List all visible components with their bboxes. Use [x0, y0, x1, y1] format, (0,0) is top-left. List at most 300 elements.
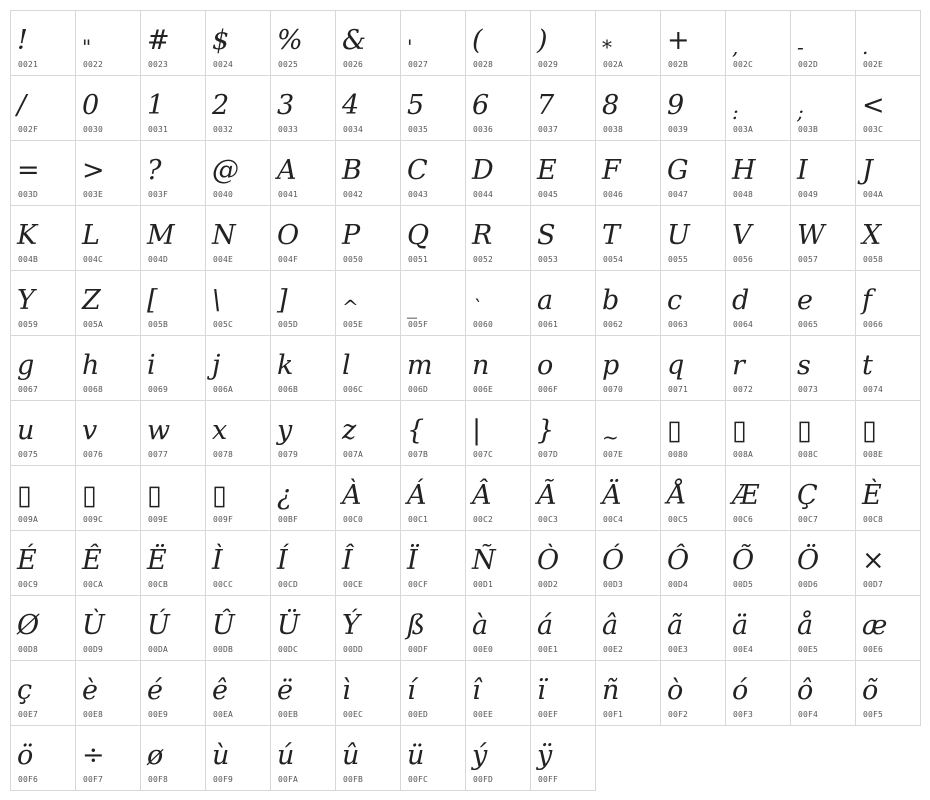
- glyph-sample: z: [342, 415, 357, 446]
- glyph-cell: [856, 76, 921, 141]
- glyph-cell: [401, 76, 466, 141]
- glyph-cell: [596, 336, 661, 401]
- glyph-code-label: 004B: [18, 255, 39, 264]
- glyph-sample: ó: [732, 675, 749, 706]
- glyph-sample: /: [17, 90, 27, 121]
- glyph-cell: [271, 596, 336, 661]
- glyph-sample: ▯: [797, 415, 812, 446]
- glyph-sample: t: [862, 350, 873, 381]
- glyph-code-label: 00E0: [473, 645, 494, 654]
- glyph-cell: [401, 466, 466, 531]
- glyph-cell: [401, 271, 466, 336]
- glyph-sample: T: [602, 220, 621, 251]
- glyph-sample: ▯: [212, 480, 227, 511]
- glyph-sample: e: [797, 285, 813, 316]
- glyph-code-label: 0066: [863, 320, 884, 329]
- glyph-sample: K: [17, 220, 38, 251]
- glyph-sample: Û: [212, 610, 235, 641]
- glyph-sample: ç: [17, 675, 33, 706]
- glyph-cell: [856, 206, 921, 271]
- glyph-code-label: 00F8: [148, 775, 169, 784]
- glyph-sample: ): [537, 25, 548, 56]
- glyph-code-label: 00D1: [473, 580, 494, 589]
- glyph-code-label: 004C: [83, 255, 104, 264]
- glyph-cell: [726, 596, 791, 661]
- glyph-sample: >: [82, 155, 105, 186]
- glyph-cell: [856, 271, 921, 336]
- glyph-code-label: 00D2: [538, 580, 559, 589]
- glyph-cell: [596, 531, 661, 596]
- glyph-code-label: 0053: [538, 255, 559, 264]
- glyph-cell: [141, 661, 206, 726]
- glyph-code-label: 0043: [408, 190, 429, 199]
- glyph-sample: S: [537, 220, 556, 251]
- glyph-sample: ã: [667, 610, 684, 641]
- glyph-code-label: 008C: [798, 450, 819, 459]
- glyph-code-label: 005E: [343, 320, 364, 329]
- glyph-sample: j: [212, 350, 221, 381]
- glyph-sample: é: [147, 675, 163, 706]
- glyph-sample: Ã: [537, 480, 557, 511]
- glyph-cell: [271, 76, 336, 141]
- glyph-code-label: 0029: [538, 60, 559, 69]
- glyph-sample: Ö: [797, 545, 820, 576]
- glyph-sample: Y: [17, 285, 35, 316]
- glyph-cell: [791, 661, 856, 726]
- glyph-cell: [336, 271, 401, 336]
- glyph-code-label: 0022: [83, 60, 104, 69]
- glyph-sample: `: [472, 295, 482, 319]
- glyph-cell: [661, 661, 726, 726]
- glyph-cell: [466, 466, 531, 531]
- glyph-cell: [531, 726, 596, 791]
- glyph-sample: J: [862, 155, 873, 186]
- glyph-code-label: 00C9: [18, 580, 39, 589]
- glyph-cell: [206, 206, 271, 271]
- glyph-sample: A: [277, 155, 297, 186]
- glyph-sample: õ: [862, 675, 879, 706]
- glyph-cell: [466, 531, 531, 596]
- glyph-sample: ø: [147, 740, 164, 771]
- glyph-cell: [661, 141, 726, 206]
- glyph-code-label: 007B: [408, 450, 429, 459]
- glyph-cell: [531, 271, 596, 336]
- glyph-cell: [791, 206, 856, 271]
- glyph-cell: [596, 596, 661, 661]
- glyph-cell: [11, 336, 76, 401]
- glyph-code-label: 00CD: [278, 580, 299, 589]
- glyph-cell: [596, 271, 661, 336]
- glyph-sample: [: [147, 285, 158, 316]
- glyph-sample: @: [212, 155, 239, 186]
- glyph-sample: ÷: [82, 740, 105, 771]
- glyph-cell: [11, 596, 76, 661]
- glyph-sample: w: [147, 415, 171, 446]
- glyph-cell: [336, 401, 401, 466]
- glyph-code-label: 00C7: [798, 515, 819, 524]
- glyph-cell: [336, 726, 401, 791]
- glyph-cell: [76, 141, 141, 206]
- glyph-sample: Á: [407, 480, 427, 511]
- glyph-cell: [141, 141, 206, 206]
- glyph-cell: [11, 206, 76, 271]
- glyph-cell: [141, 206, 206, 271]
- glyph-cell: [336, 531, 401, 596]
- glyph-sample: æ: [862, 610, 888, 641]
- glyph-code-label: 0078: [213, 450, 234, 459]
- glyph-sample: #: [147, 25, 170, 56]
- glyph-cell: [401, 661, 466, 726]
- glyph-sample: Z: [82, 285, 101, 316]
- glyph-sample: ß: [407, 610, 426, 641]
- glyph-cell: [206, 401, 271, 466]
- glyph-sample: v: [82, 415, 98, 446]
- glyph-code-label: 00F1: [603, 710, 624, 719]
- glyph-sample: Ç: [797, 480, 818, 511]
- glyph-sample: 1: [147, 90, 165, 121]
- glyph-code-label: 00CE: [343, 580, 364, 589]
- glyph-sample: à: [472, 610, 489, 641]
- glyph-code-label: 00FB: [343, 775, 364, 784]
- glyph-code-label: 00C4: [603, 515, 624, 524]
- glyph-cell: [336, 206, 401, 271]
- glyph-code-label: 007C: [473, 450, 494, 459]
- glyph-sample: ì: [342, 675, 351, 706]
- glyph-cell: [336, 141, 401, 206]
- glyph-code-label: 004D: [148, 255, 169, 264]
- glyph-code-label: 0045: [538, 190, 559, 199]
- glyph-cell: [206, 596, 271, 661]
- glyph-code-label: 0046: [603, 190, 624, 199]
- glyph-sample: Ý: [342, 610, 360, 641]
- glyph-cell: [661, 76, 726, 141]
- glyph-code-label: 00DC: [278, 645, 299, 654]
- glyph-code-label: 002B: [668, 60, 689, 69]
- glyph-cell: [466, 661, 531, 726]
- glyph-cell: [791, 466, 856, 531]
- glyph-cell: [271, 401, 336, 466]
- glyph-code-label: 0054: [603, 255, 624, 264]
- glyph-cell: [466, 726, 531, 791]
- glyph-code-label: 00C5: [668, 515, 689, 524]
- glyph-sample: â: [602, 610, 619, 641]
- glyph-code-label: 00F2: [668, 710, 689, 719]
- glyph-sample: ;: [797, 100, 804, 124]
- glyph-code-label: 003F: [148, 190, 169, 199]
- glyph-sample: È: [862, 480, 882, 511]
- glyph-sample: å: [797, 610, 814, 641]
- glyph-code-label: 0073: [798, 385, 819, 394]
- glyph-code-label: 00D5: [733, 580, 754, 589]
- glyph-cell: [856, 466, 921, 531]
- glyph-code-label: 009C: [83, 515, 104, 524]
- glyph-code-label: 006B: [278, 385, 299, 394]
- glyph-sample: ×: [862, 545, 885, 576]
- glyph-code-label: 00F6: [18, 775, 39, 784]
- glyph-code-label: 00D7: [863, 580, 884, 589]
- glyph-code-label: 00DA: [148, 645, 169, 654]
- glyph-cell: [466, 11, 531, 76]
- glyph-cell: [531, 76, 596, 141]
- glyph-cell: [726, 206, 791, 271]
- glyph-cell: [726, 336, 791, 401]
- glyph-sample: ▯: [667, 415, 682, 446]
- glyph-cell: [596, 466, 661, 531]
- glyph-code-label: 00C0: [343, 515, 364, 524]
- glyph-sample: 6: [472, 90, 490, 121]
- glyph-code-label: 00D4: [668, 580, 689, 589]
- glyph-sample: n: [472, 350, 490, 381]
- glyph-cell: [76, 11, 141, 76]
- glyph-cell: [141, 726, 206, 791]
- glyph-sample: =: [17, 155, 40, 186]
- glyph-sample: ▯: [82, 480, 97, 511]
- glyph-sample: ú: [277, 740, 295, 771]
- glyph-code-label: 00F3: [733, 710, 754, 719]
- glyph-cell: [856, 596, 921, 661]
- glyph-code-label: 0061: [538, 320, 559, 329]
- glyph-code-label: 0059: [18, 320, 39, 329]
- glyph-code-label: 00F7: [83, 775, 104, 784]
- glyph-cell: [401, 726, 466, 791]
- glyph-cell: [401, 336, 466, 401]
- glyph-sample: 9: [667, 90, 685, 121]
- glyph-code-label: 0065: [798, 320, 819, 329]
- glyph-sample: ý: [472, 740, 488, 771]
- glyph-code-label: 009F: [213, 515, 234, 524]
- glyph-code-label: 002F: [18, 125, 39, 134]
- glyph-cell: [11, 401, 76, 466]
- glyph-code-label: 008E: [863, 450, 884, 459]
- glyph-sample: 2: [212, 90, 230, 121]
- glyph-code-label: 00EA: [213, 710, 234, 719]
- glyph-cell: [531, 596, 596, 661]
- glyph-cell: [206, 531, 271, 596]
- glyph-code-label: 006C: [343, 385, 364, 394]
- glyph-code-label: 0024: [213, 60, 234, 69]
- glyph-code-label: 0080: [668, 450, 689, 459]
- glyph-code-label: 00E3: [668, 645, 689, 654]
- glyph-sample: G: [667, 155, 689, 186]
- glyph-cell: [271, 336, 336, 401]
- glyph-sample: á: [537, 610, 554, 641]
- glyph-code-label: 0055: [668, 255, 689, 264]
- glyph-sample: H: [732, 155, 756, 186]
- glyph-code-label: 00CB: [148, 580, 169, 589]
- glyph-sample: Å: [667, 480, 687, 511]
- glyph-cell: [596, 141, 661, 206]
- glyph-code-label: 00D6: [798, 580, 819, 589]
- glyph-code-label: 00CC: [213, 580, 234, 589]
- glyph-cell: [206, 141, 271, 206]
- glyph-code-label: 0079: [278, 450, 299, 459]
- glyph-cell: [271, 726, 336, 791]
- glyph-code-label: 007D: [538, 450, 559, 459]
- glyph-code-label: 0031: [148, 125, 169, 134]
- glyph-cell: [76, 271, 141, 336]
- glyph-cell: [11, 76, 76, 141]
- glyph-cell: [531, 336, 596, 401]
- glyph-sample: Ñ: [472, 545, 496, 576]
- glyph-cell: [336, 466, 401, 531]
- glyph-sample: .: [862, 35, 869, 59]
- glyph-code-label: 00F9: [213, 775, 234, 784]
- glyph-cell: [271, 466, 336, 531]
- glyph-sample: ▯: [862, 415, 877, 446]
- glyph-code-label: 00CA: [83, 580, 104, 589]
- glyph-cell: [856, 141, 921, 206]
- glyph-sample: O: [277, 220, 300, 251]
- glyph-sample: g: [17, 350, 35, 381]
- glyph-sample: 5: [407, 90, 425, 121]
- glyph-sample: l: [342, 350, 351, 381]
- glyph-code-label: 002E: [863, 60, 884, 69]
- glyph-sample: ñ: [602, 675, 620, 706]
- glyph-code-label: 0062: [603, 320, 624, 329]
- glyph-sample: %: [277, 25, 303, 56]
- glyph-code-label: 00E4: [733, 645, 754, 654]
- glyph-cell: [791, 401, 856, 466]
- glyph-code-label: 00C1: [408, 515, 429, 524]
- glyph-code-label: 00E5: [798, 645, 819, 654]
- glyph-cell: [531, 206, 596, 271]
- glyph-sample: ê: [212, 675, 228, 706]
- glyph-cell: [856, 531, 921, 596]
- glyph-code-label: 0069: [148, 385, 169, 394]
- glyph-code-label: 003A: [733, 125, 754, 134]
- glyph-sample: ^: [342, 295, 359, 319]
- glyph-sample: u: [17, 415, 35, 446]
- glyph-cell: [856, 336, 921, 401]
- glyph-sample: ': [407, 35, 413, 59]
- glyph-sample: I: [797, 155, 808, 186]
- glyph-code-label: 0036: [473, 125, 494, 134]
- glyph-sample: \: [212, 285, 222, 316]
- glyph-sample: V: [732, 220, 752, 251]
- glyph-sample: *: [602, 35, 612, 59]
- glyph-code-label: 0027: [408, 60, 429, 69]
- glyph-code-label: 0041: [278, 190, 299, 199]
- glyph-sample: (: [472, 25, 483, 56]
- glyph-cell: [726, 661, 791, 726]
- glyph-cell: [661, 466, 726, 531]
- glyph-cell: [141, 466, 206, 531]
- glyph-code-label: 0037: [538, 125, 559, 134]
- glyph-cell: [596, 661, 661, 726]
- glyph-code-label: 0044: [473, 190, 494, 199]
- glyph-grid: [10, 10, 921, 791]
- glyph-sample: m: [407, 350, 433, 381]
- glyph-code-label: 00FA: [278, 775, 299, 784]
- glyph-sample: Q: [407, 220, 430, 251]
- glyph-cell: [141, 596, 206, 661]
- glyph-cell: [791, 336, 856, 401]
- glyph-sample: x: [212, 415, 228, 446]
- glyph-sample: N: [212, 220, 236, 251]
- glyph-sample: &: [342, 25, 367, 56]
- glyph-cell: [791, 11, 856, 76]
- glyph-sample: Õ: [732, 545, 755, 576]
- glyph-cell: [466, 401, 531, 466]
- glyph-cell: [141, 11, 206, 76]
- glyph-cell: [531, 401, 596, 466]
- glyph-cell: [791, 76, 856, 141]
- glyph-code-label: 008A: [733, 450, 754, 459]
- glyph-cell: [726, 466, 791, 531]
- glyph-code-label: 0077: [148, 450, 169, 459]
- glyph-code-label: 004A: [863, 190, 884, 199]
- glyph-sample: P: [342, 220, 361, 251]
- glyph-code-label: 0067: [18, 385, 39, 394]
- glyph-code-label: 003B: [798, 125, 819, 134]
- glyph-code-label: 0026: [343, 60, 364, 69]
- glyph-cell: [11, 141, 76, 206]
- glyph-sample: M: [147, 220, 175, 251]
- glyph-code-label: 00CF: [408, 580, 429, 589]
- glyph-code-label: 003C: [863, 125, 884, 134]
- glyph-sample: Ó: [602, 545, 625, 576]
- glyph-sample: Ë: [147, 545, 167, 576]
- glyph-code-label: 003E: [83, 190, 104, 199]
- glyph-sample: Ô: [667, 545, 690, 576]
- glyph-sample: 4: [342, 90, 360, 121]
- glyph-cell: [726, 11, 791, 76]
- glyph-cell: [466, 76, 531, 141]
- glyph-code-label: 00C2: [473, 515, 494, 524]
- glyph-cell: [271, 11, 336, 76]
- glyph-cell: [76, 466, 141, 531]
- glyph-sample: p: [602, 350, 620, 381]
- glyph-cell: [661, 596, 726, 661]
- glyph-cell: [466, 206, 531, 271]
- glyph-code-label: 009A: [18, 515, 39, 524]
- glyph-code-label: 0028: [473, 60, 494, 69]
- glyph-cell: [726, 76, 791, 141]
- glyph-cell: [791, 141, 856, 206]
- glyph-sample: L: [82, 220, 100, 251]
- glyph-cell: [531, 466, 596, 531]
- glyph-code-label: 0034: [343, 125, 364, 134]
- glyph-sample: d: [732, 285, 750, 316]
- glyph-code-label: 00EC: [343, 710, 364, 719]
- glyph-sample: i: [147, 350, 156, 381]
- glyph-sample: c: [667, 285, 683, 316]
- glyph-sample: s: [797, 350, 811, 381]
- glyph-code-label: 0033: [278, 125, 299, 134]
- glyph-cell: [726, 141, 791, 206]
- glyph-cell: [726, 531, 791, 596]
- glyph-code-label: 0048: [733, 190, 754, 199]
- glyph-cell: [531, 661, 596, 726]
- glyph-sample: 3: [277, 90, 295, 121]
- glyph-sample: Ø: [17, 610, 40, 641]
- glyph-sample: Â: [472, 480, 492, 511]
- glyph-cell: [791, 531, 856, 596]
- glyph-sample: R: [472, 220, 493, 251]
- glyph-cell: [11, 531, 76, 596]
- glyph-code-label: 0021: [18, 60, 39, 69]
- glyph-sample: <: [862, 90, 885, 121]
- glyph-code-label: 00DD: [343, 645, 364, 654]
- glyph-code-label: 0050: [343, 255, 364, 264]
- glyph-cell: [596, 76, 661, 141]
- glyph-sample: :: [732, 100, 739, 124]
- glyph-code-label: 0064: [733, 320, 754, 329]
- glyph-code-label: 0072: [733, 385, 754, 394]
- glyph-code-label: 0071: [668, 385, 689, 394]
- glyph-code-label: 00F4: [798, 710, 819, 719]
- glyph-code-label: 0030: [83, 125, 104, 134]
